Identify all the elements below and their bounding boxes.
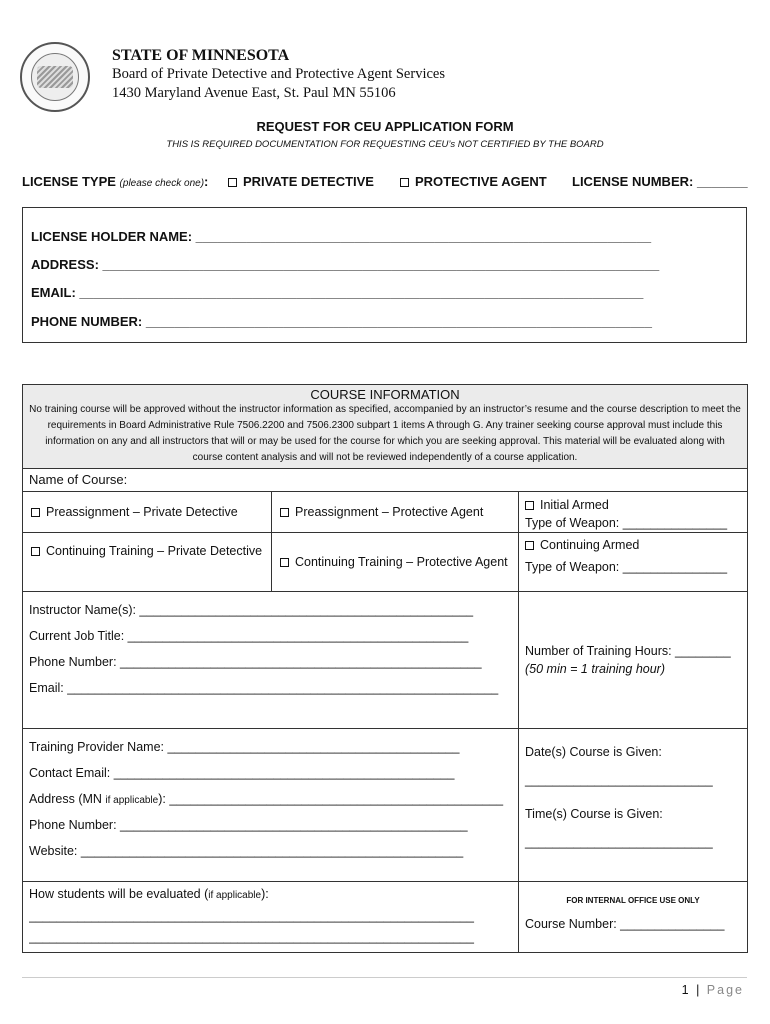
license-number-field[interactable]: LICENSE NUMBER: _______ bbox=[572, 174, 748, 189]
pre-pa-label: Preassignment – Protective Agent bbox=[295, 505, 484, 519]
holder-email-field[interactable]: EMAIL: ______________________________________________________________________________ bbox=[31, 285, 644, 300]
cont-armed-label: Continuing Armed bbox=[540, 538, 640, 552]
cont-pa-label: Continuing Training – Protective Agent bbox=[295, 555, 508, 569]
pre-pa-cell bbox=[272, 492, 519, 533]
initial-armed-option[interactable] bbox=[519, 492, 747, 514]
course-name-field[interactable]: Name of Course: bbox=[29, 472, 128, 487]
provider-phone-field[interactable]: Phone Number: __________________________________________________ bbox=[29, 818, 468, 832]
cont-armed-checkbox[interactable] bbox=[525, 541, 534, 550]
instructor-phone-field[interactable]: Phone Number: ____________________________________________________ bbox=[29, 655, 482, 669]
pre-pa-checkbox[interactable] bbox=[280, 508, 289, 517]
provider-address-line: ): ________________________________________________ bbox=[158, 792, 504, 806]
holder-address-field[interactable]: ADDRESS: _____________________________________________________________________________ bbox=[31, 257, 660, 272]
office-use-cell bbox=[519, 882, 748, 953]
protective-agent-option[interactable] bbox=[400, 174, 547, 189]
cont-pd-checkbox[interactable] bbox=[31, 547, 40, 556]
state-name: STATE OF MINNESOTA bbox=[112, 47, 290, 64]
weapon1-field[interactable]: Type of Weapon: _______________ bbox=[525, 516, 728, 530]
private-detective-label: PRIVATE DETECTIVE bbox=[243, 174, 374, 189]
course-info-header bbox=[23, 385, 748, 469]
cont-pa-cell bbox=[272, 533, 519, 592]
dates-field[interactable]: ___________________________ bbox=[525, 773, 713, 787]
evaluation-text-end: ): bbox=[261, 887, 269, 901]
license-type-hint: (please check one) bbox=[119, 178, 205, 189]
pre-pd-option[interactable] bbox=[23, 505, 271, 519]
initial-armed-checkbox[interactable] bbox=[525, 501, 534, 510]
hours-cell bbox=[519, 592, 748, 729]
initial-armed-label: Initial Armed bbox=[540, 498, 609, 512]
cont-armed-cell bbox=[519, 533, 748, 592]
private-detective-checkbox[interactable] bbox=[228, 178, 237, 187]
times-label: Time(s) Course is Given: bbox=[525, 807, 663, 821]
pre-pd-checkbox[interactable] bbox=[31, 508, 40, 517]
evaluation-line-2[interactable]: ________________________________________________________________ bbox=[29, 930, 474, 944]
provider-email-field[interactable]: Contact Email: _________________________________________________ bbox=[29, 766, 455, 780]
evaluation-line-1[interactable]: ________________________________________________________________ bbox=[29, 909, 474, 923]
provider-address-label: Address (MN bbox=[29, 792, 106, 806]
pre-pd-label: Preassignment – Private Detective bbox=[46, 505, 238, 519]
cont-armed-option[interactable] bbox=[519, 533, 747, 554]
holder-info-box bbox=[22, 207, 747, 343]
cont-pd-cell bbox=[23, 533, 272, 592]
pre-pd-cell bbox=[23, 492, 272, 533]
cont-pa-checkbox[interactable] bbox=[280, 558, 289, 567]
course-name-cell bbox=[23, 469, 748, 492]
provider-address-field[interactable] bbox=[29, 786, 512, 812]
instructor-names-field[interactable]: Instructor Name(s): ________________________________________________ bbox=[29, 603, 474, 617]
cont-pd-label: Continuing Training – Private Detective bbox=[46, 544, 263, 558]
cont-pa-option[interactable] bbox=[272, 555, 518, 569]
board-name: Board of Private Detective and Protective Agent Services bbox=[112, 66, 445, 82]
initial-armed-cell bbox=[519, 492, 748, 533]
license-type-label bbox=[22, 174, 208, 189]
protective-agent-label: PROTECTIVE AGENT bbox=[415, 174, 547, 189]
license-type-colon: : bbox=[204, 174, 209, 189]
instructor-cell bbox=[23, 592, 519, 729]
footer-divider bbox=[22, 977, 747, 978]
page-number bbox=[682, 983, 744, 997]
holder-phone-field[interactable]: PHONE NUMBER: ______________________________________________________________________ bbox=[31, 314, 652, 329]
training-hours-field[interactable]: Number of Training Hours: ________ bbox=[525, 644, 731, 658]
protective-agent-checkbox[interactable] bbox=[400, 178, 409, 187]
dates-label: Date(s) Course is Given: bbox=[525, 745, 662, 759]
provider-website-field[interactable]: Website: _______________________________________________________ bbox=[29, 844, 464, 858]
page-separator: | bbox=[690, 983, 707, 997]
evaluation-hint: if applicable bbox=[208, 890, 262, 901]
course-number-field[interactable]: Course Number: _______________ bbox=[525, 917, 725, 931]
private-detective-option[interactable] bbox=[228, 174, 374, 189]
board-address: 1430 Maryland Avenue East, St. Paul MN 55106 bbox=[112, 85, 396, 101]
page-number-value: 1 bbox=[681, 983, 691, 997]
times-field[interactable]: ___________________________ bbox=[525, 835, 713, 849]
page-word: Page bbox=[706, 983, 744, 997]
instructor-email-field[interactable]: Email: ______________________________________________________________ bbox=[29, 681, 499, 695]
office-use-label: FOR INTERNAL OFFICE USE ONLY bbox=[566, 896, 700, 905]
evaluation-cell bbox=[23, 882, 519, 953]
schedule-cell bbox=[519, 729, 748, 882]
instructor-job-field[interactable]: Current Job Title: _________________________________________________ bbox=[29, 629, 469, 643]
provider-name-field[interactable]: Training Provider Name: __________________________________________ bbox=[29, 740, 460, 754]
form-subtitle: THIS IS REQUIRED DOCUMENTATION FOR REQUESTING CEU’s NOT CERTIFIED BY THE BOARD bbox=[166, 139, 604, 150]
seal-scene-icon bbox=[37, 66, 73, 88]
provider-address-hint: if applicable bbox=[105, 795, 159, 806]
holder-name-field[interactable]: LICENSE HOLDER NAME: _______________________________________________________________ bbox=[31, 229, 652, 244]
training-hours-note: (50 min = 1 training hour) bbox=[525, 662, 666, 676]
evaluation-label bbox=[29, 886, 512, 904]
state-seal bbox=[20, 42, 90, 112]
course-info-title: COURSE INFORMATION bbox=[310, 387, 460, 402]
cont-pd-option[interactable] bbox=[23, 533, 271, 560]
pre-pa-option[interactable] bbox=[272, 505, 518, 519]
course-info-intro: No training course will be approved without the instructor information as specified, accompanied by an instructor’s resume and the course description to meet the requirements in Board Administrative Rule 7506.2200 and 7506.2300 subpart 1 items A through G. Any trainer seeking course approval must include this information on any and all instructors that will or may be used for the course for which you are seeking approval. This material will be evaluated along with course content analysis and will not be reviewed independently of a course application. bbox=[29, 404, 741, 463]
provider-cell bbox=[23, 729, 519, 882]
weapon2-field[interactable]: Type of Weapon: _______________ bbox=[525, 560, 728, 574]
form-title: REQUEST FOR CEU APPLICATION FORM bbox=[256, 119, 514, 134]
course-info-table bbox=[22, 384, 748, 953]
license-type-text: LICENSE TYPE bbox=[22, 174, 116, 189]
evaluation-text: How students will be evaluated ( bbox=[29, 887, 209, 901]
